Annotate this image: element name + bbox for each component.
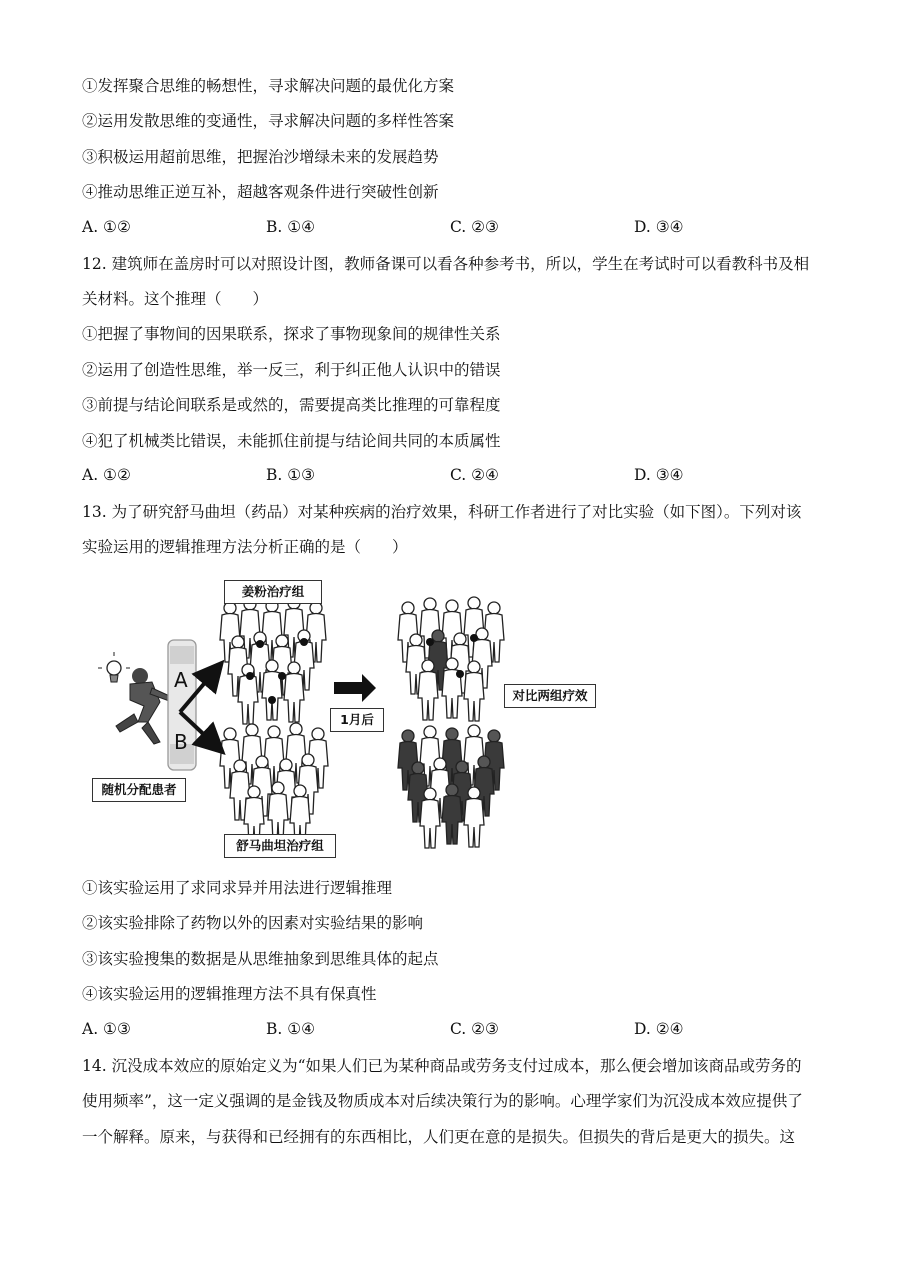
group-a-crowd bbox=[220, 597, 326, 724]
choice-c: C. ②③ bbox=[450, 218, 499, 236]
q14-line-3: 一个解释。原来，与获得和已经拥有的东西相比，人们更在意的是损失。但损失的背后是更大的损失。这 bbox=[82, 1128, 796, 1146]
q12-stem-line-2: 关材料。这个推理（ ） bbox=[82, 290, 269, 308]
choice-b: B. ①④ bbox=[266, 1020, 316, 1038]
q13-stem-line-1: 13. 为了研究舒马曲坦（药品）对某种疾病的治疗效果，科研工作者进行了对比实验（如下图）。下列对该 bbox=[82, 503, 802, 521]
label-compare-efficacy: 对比两组疗效 bbox=[504, 684, 596, 708]
q12-option-3: ③前提与结论间联系是或然的，需要提高类比推理的可靠程度 bbox=[82, 396, 501, 414]
label-ginger-group: 姜粉治疗组 bbox=[224, 580, 322, 604]
q11-option-4: ④推动思维正逆互补，超越客观条件进行突破性创新 bbox=[82, 183, 439, 201]
label-sumatriptan-group: 舒马曲坦治疗组 bbox=[224, 834, 336, 858]
choice-d: D. ③④ bbox=[634, 466, 684, 484]
q13-choices bbox=[82, 1020, 822, 1040]
label-one-month-later: 1月后 bbox=[330, 708, 384, 732]
q11-option-2: ②运用发散思维的变通性，寻求解决问题的多样性答案 bbox=[82, 112, 455, 130]
q12-option-1: ①把握了事物间的因果联系，探求了事物现象间的规律性关系 bbox=[82, 325, 501, 343]
choice-a: A. ①② bbox=[82, 466, 131, 484]
experiment-figure bbox=[90, 572, 610, 862]
choice-a: A. ①② bbox=[82, 218, 131, 236]
q13-option-2: ②该实验排除了药物以外的因素对实验结果的影响 bbox=[82, 914, 424, 932]
q12-stem-line-1: 12. 建筑师在盖房时可以对照设计图，教师备课可以看各种参考书，所以，学生在考试时可以看教科书及相 bbox=[82, 255, 810, 273]
choice-c: C. ②③ bbox=[450, 1020, 499, 1038]
q13-option-3: ③该实验搜集的数据是从思维抽象到思维具体的起点 bbox=[82, 950, 439, 968]
q13-option-1: ①该实验运用了求同求异并用法进行逻辑推理 bbox=[82, 879, 393, 897]
result-group-a-crowd bbox=[398, 597, 504, 721]
q14-line-1: 14. 沉没成本效应的原始定义为“如果人们已为某种商品或劳务支付过成本，那么便会增加该商品或劳务的 bbox=[82, 1057, 802, 1075]
time-arrow bbox=[334, 674, 376, 702]
q11-choices bbox=[82, 218, 822, 238]
researcher-icon bbox=[98, 652, 174, 744]
choice-a: A. ①③ bbox=[82, 1020, 131, 1038]
letter-a: A bbox=[174, 668, 188, 692]
choice-d: D. ③④ bbox=[634, 218, 684, 236]
choice-b: B. ①④ bbox=[266, 218, 316, 236]
q14-line-2: 使用频率”，这一定义强调的是金钱及物质成本对后续决策行为的影响。心理学家们为沉没成本效应提供了 bbox=[82, 1092, 803, 1110]
label-random-assignment: 随机分配患者 bbox=[92, 778, 186, 802]
letter-b: B bbox=[174, 730, 188, 754]
choice-d: D. ②④ bbox=[634, 1020, 684, 1038]
q11-option-1: ①发挥聚合思维的畅想性，寻求解决问题的最优化方案 bbox=[82, 77, 455, 95]
q12-option-4: ④犯了机械类比错误，未能抓住前提与结论间共同的本质属性 bbox=[82, 432, 501, 450]
q12-choices bbox=[82, 466, 822, 486]
q13-stem-line-2: 实验运用的逻辑推理方法分析正确的是（ ） bbox=[82, 538, 408, 556]
choice-b: B. ①③ bbox=[266, 466, 316, 484]
result-group-b-crowd bbox=[398, 725, 504, 848]
choice-c: C. ②④ bbox=[450, 466, 499, 484]
q13-option-4: ④该实验运用的逻辑推理方法不具有保真性 bbox=[82, 985, 377, 1003]
group-b-crowd bbox=[220, 723, 328, 846]
q11-option-3: ③积极运用超前思维，把握治沙增绿未来的发展趋势 bbox=[82, 148, 439, 166]
q12-option-2: ②运用了创造性思维，举一反三，利于纠正他人认识中的错误 bbox=[82, 361, 501, 379]
